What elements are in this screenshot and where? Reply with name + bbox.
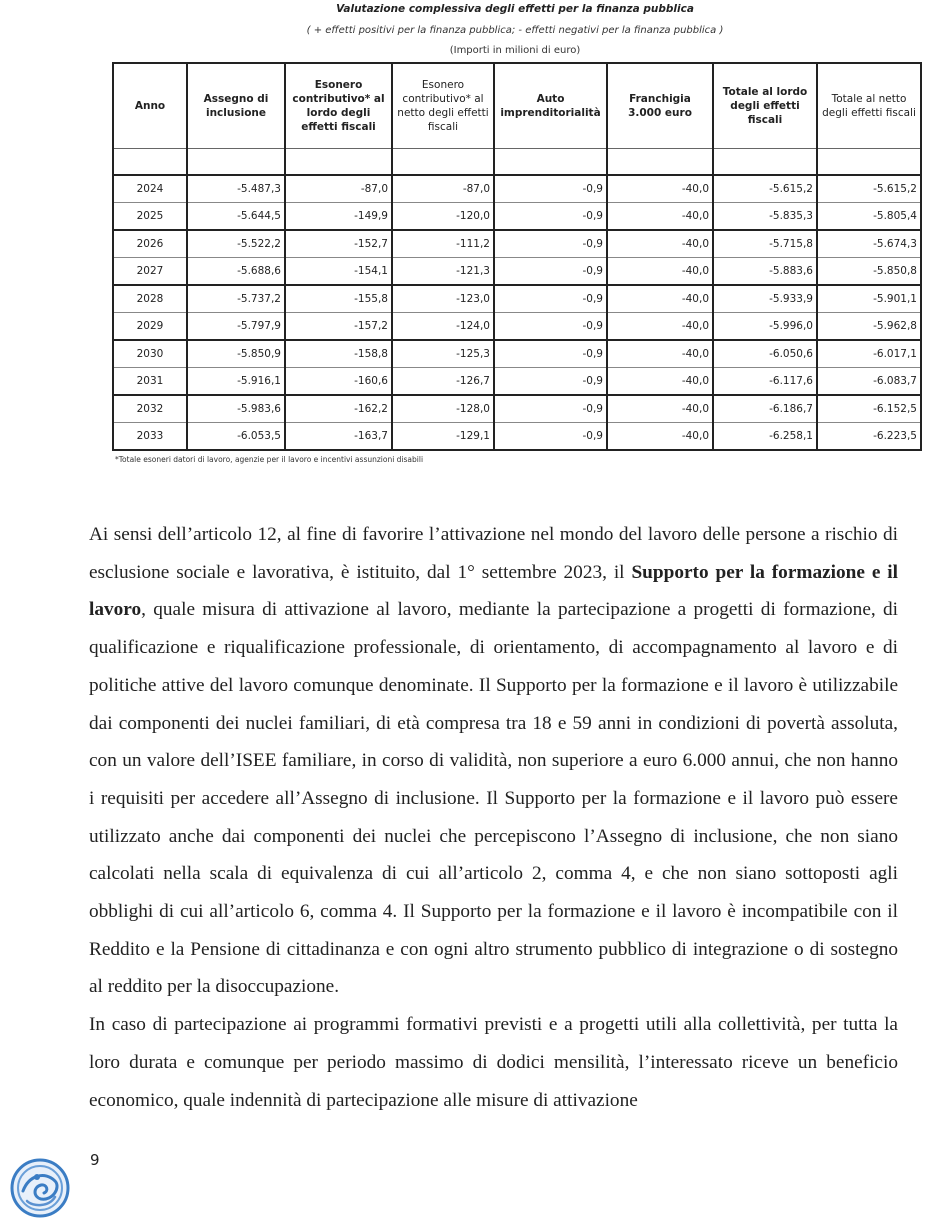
value-cell: -5.933,9 — [713, 285, 817, 313]
year-cell: 2032 — [113, 395, 187, 423]
value-cell: -40,0 — [607, 313, 713, 341]
column-header: Auto imprenditorialità — [494, 63, 607, 149]
year-cell: 2026 — [113, 230, 187, 258]
bold-term-supporto: Supporto per la formazione e il lavoro — [89, 561, 898, 621]
value-cell: -154,1 — [285, 258, 392, 286]
value-cell: -6.083,7 — [817, 368, 921, 396]
value-cell: -6.017,1 — [817, 340, 921, 368]
value-cell: -129,1 — [392, 423, 494, 451]
year-cell: 2027 — [113, 258, 187, 286]
effects-table — [112, 62, 922, 451]
year-cell: 2030 — [113, 340, 187, 368]
value-cell: -124,0 — [392, 313, 494, 341]
year-cell: 2033 — [113, 423, 187, 451]
value-cell: -6.117,6 — [713, 368, 817, 396]
value-cell: -87,0 — [285, 175, 392, 203]
value-cell: -5.615,2 — [713, 175, 817, 203]
paragraph-2: In caso di partecipazione ai programmi formativi previsti e a progetti utili alla collettività, per tutta la loro durata e comunque per periodo massimo di dodici mensilità, l’interessato riceve un beneficio economico, quale indennità di partecipazione alle misure di attivazione — [89, 1014, 898, 1111]
value-cell: -5.996,0 — [713, 313, 817, 341]
value-cell: -6.053,5 — [187, 423, 285, 451]
body-text — [89, 516, 898, 1119]
value-cell: -5.916,1 — [187, 368, 285, 396]
value-cell: -5.835,3 — [713, 203, 817, 231]
value-cell: -0,9 — [494, 203, 607, 231]
value-cell: -6.186,7 — [713, 395, 817, 423]
table-row — [113, 395, 921, 423]
value-cell: -126,7 — [392, 368, 494, 396]
value-cell: -40,0 — [607, 395, 713, 423]
value-cell: -149,9 — [285, 203, 392, 231]
year-cell: 2029 — [113, 313, 187, 341]
value-cell: -123,0 — [392, 285, 494, 313]
value-cell: -6.050,6 — [713, 340, 817, 368]
value-cell: -5.805,4 — [817, 203, 921, 231]
table-header-row — [113, 63, 921, 149]
value-cell: -6.152,5 — [817, 395, 921, 423]
value-cell: -40,0 — [607, 340, 713, 368]
value-cell: -157,2 — [285, 313, 392, 341]
year-cell: 2025 — [113, 203, 187, 231]
value-cell: -5.674,3 — [817, 230, 921, 258]
table-row — [113, 285, 921, 313]
value-cell: -5.737,2 — [187, 285, 285, 313]
year-cell: 2028 — [113, 285, 187, 313]
table-title: Valutazione complessiva degli effetti per la finanza pubblica — [336, 3, 694, 15]
table-row — [113, 175, 921, 203]
value-cell: -0,9 — [494, 313, 607, 341]
value-cell: -5.962,8 — [817, 313, 921, 341]
institutional-seal-icon — [9, 1157, 71, 1219]
value-cell: -40,0 — [607, 368, 713, 396]
value-cell: -5.522,2 — [187, 230, 285, 258]
table-row — [113, 340, 921, 368]
value-cell: -40,0 — [607, 175, 713, 203]
value-cell: -111,2 — [392, 230, 494, 258]
value-cell: -40,0 — [607, 203, 713, 231]
year-cell: 2024 — [113, 175, 187, 203]
value-cell: -6.258,1 — [713, 423, 817, 451]
value-cell: -0,9 — [494, 175, 607, 203]
column-header: Franchigia 3.000 euro — [607, 63, 713, 149]
value-cell: -163,7 — [285, 423, 392, 451]
value-cell: -6.223,5 — [817, 423, 921, 451]
value-cell: -0,9 — [494, 368, 607, 396]
value-cell: -120,0 — [392, 203, 494, 231]
value-cell: -40,0 — [607, 285, 713, 313]
table-row — [113, 423, 921, 451]
value-cell: -5.715,8 — [713, 230, 817, 258]
column-header: Esonero contributivo* al netto degli effetti fiscali — [392, 63, 494, 149]
value-cell: -5.615,2 — [817, 175, 921, 203]
value-cell: -5.901,1 — [817, 285, 921, 313]
value-cell: -160,6 — [285, 368, 392, 396]
value-cell: -5.487,3 — [187, 175, 285, 203]
table-subtitle: ( + effetti positivi per la finanza pubblica; - effetti negativi per la finanza pubblica ) — [306, 25, 724, 36]
value-cell: -40,0 — [607, 258, 713, 286]
value-cell: -0,9 — [494, 258, 607, 286]
table-blank-row — [113, 149, 921, 176]
table-row — [113, 230, 921, 258]
table-units: (Importi in milioni di euro) — [449, 45, 581, 56]
table-row — [113, 203, 921, 231]
column-header: Esonero contributivo* al lordo degli effetti fiscali — [285, 63, 392, 149]
value-cell: -152,7 — [285, 230, 392, 258]
value-cell: -5.850,9 — [187, 340, 285, 368]
value-cell: -5.644,5 — [187, 203, 285, 231]
value-cell: -121,3 — [392, 258, 494, 286]
value-cell: -158,8 — [285, 340, 392, 368]
value-cell: -0,9 — [494, 340, 607, 368]
value-cell: -162,2 — [285, 395, 392, 423]
table-row — [113, 258, 921, 286]
value-cell: -0,9 — [494, 395, 607, 423]
value-cell: -125,3 — [392, 340, 494, 368]
page-number: 9 — [90, 1151, 100, 1169]
value-cell: -128,0 — [392, 395, 494, 423]
value-cell: -0,9 — [494, 285, 607, 313]
value-cell: -0,9 — [494, 423, 607, 451]
value-cell: -40,0 — [607, 230, 713, 258]
value-cell: -5.883,6 — [713, 258, 817, 286]
value-cell: -5.983,6 — [187, 395, 285, 423]
value-cell: -5.797,9 — [187, 313, 285, 341]
value-cell: -5.850,8 — [817, 258, 921, 286]
column-header: Totale al netto degli effetti fiscali — [817, 63, 921, 149]
paragraph-1: Ai sensi dell’articolo 12, al fine di favorire l’attivazione nel mondo del lavoro delle persone a rischio di esclusione sociale e lavorativa, è istituito, dal 1° settembre 2023, il Supporto per la formazione e il lavoro, quale misura di attivazione al lavoro, mediante la partecipazione a progetti di formazione, di qualificazione e riqualificazione professionale, di orientamento, di accompagnamento al lavoro e di politiche attive del lavoro comunque denominate. Il Supporto per la formazione e il lavoro è utilizzabile dai componenti dei nuclei familiari, di età compresa tra 18 e 59 anni in condizioni di povertà assoluta, con un valore dell’ISEE familiare, in corso di validità, non superiore a euro 6.000 annui, che non hanno i requisiti per accedere all’Assegno di inclusione. Il Supporto per la formazione e il lavoro può essere utilizzato anche dai componenti dei nuclei che percepiscono l’Assegno di inclusione, che non siano calcolati nella scala di equivalenza di cui all’articolo 2, comma 4, e che non siano sottoposti agli obblighi di cui all’articolo 6, comma 4. Il Supporto per la formazione e il lavoro è incompatibile con il Reddito e la Pensione di cittadinanza e con ogni altro strumento pubblico di integrazione o di sostegno al reddito per la disoccupazione. — [89, 524, 898, 998]
column-header: Anno — [113, 63, 187, 149]
year-cell: 2031 — [113, 368, 187, 396]
table-row — [113, 313, 921, 341]
value-cell: -0,9 — [494, 230, 607, 258]
value-cell: -155,8 — [285, 285, 392, 313]
column-header: Assegno di inclusione — [187, 63, 285, 149]
table-footnote: *Totale esoneri datori di lavoro, agenzie per il lavoro e incentivi assunzioni disabili — [115, 455, 424, 464]
value-cell: -5.688,6 — [187, 258, 285, 286]
value-cell: -87,0 — [392, 175, 494, 203]
table-row — [113, 368, 921, 396]
column-header: Totale al lordo degli effetti fiscali — [713, 63, 817, 149]
value-cell: -40,0 — [607, 423, 713, 451]
